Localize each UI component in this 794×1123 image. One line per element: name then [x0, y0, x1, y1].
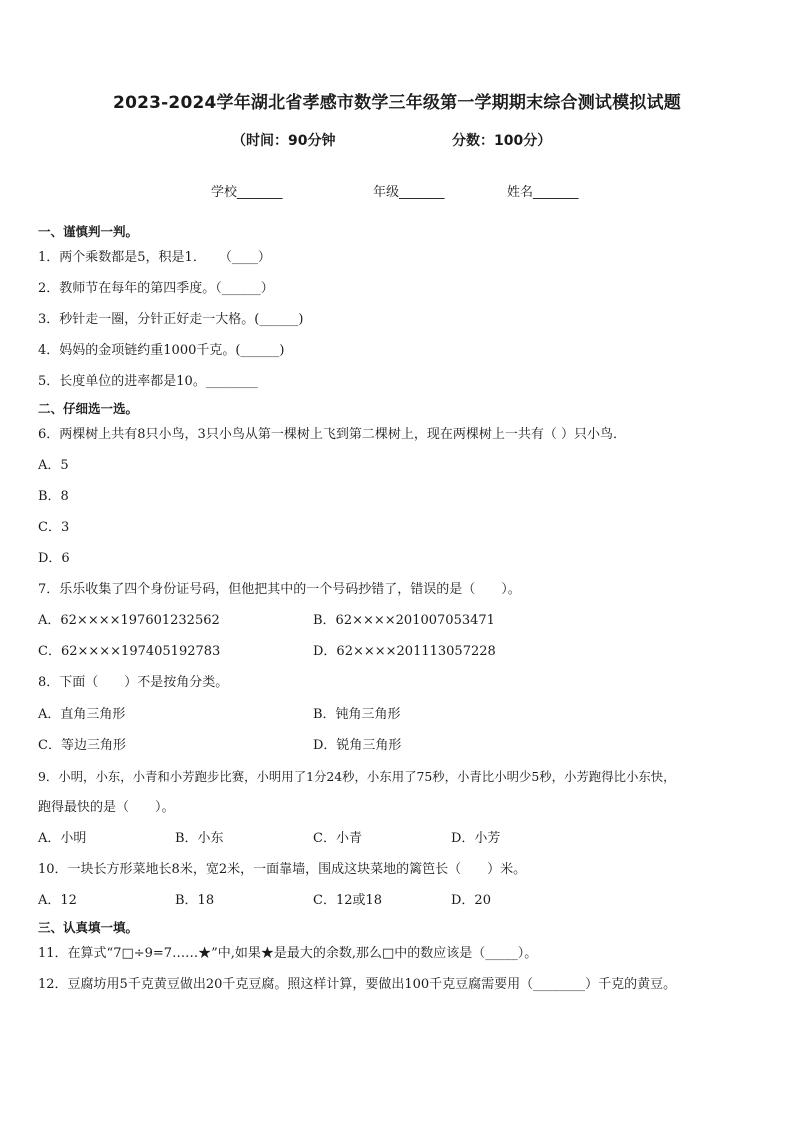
question-11: 11．在算式“7□÷9=7……★”中,如果★是最大的余数,那么□中的数应该是（_____）。 — [38, 946, 538, 961]
question-3: 3．秒针走一圈，分针正好走一大格。(______) — [38, 312, 304, 327]
question-10-option-d: D．20 — [451, 893, 491, 908]
exam-subtitle — [0, 130, 794, 150]
exam-title: 2023-2024学年湖北省孝感市数学三年级第一学期期末综合测试模拟试题 — [113, 93, 681, 113]
section-heading-3: 三、认真填一填。 — [38, 920, 139, 935]
question-6: 6．两棵树上共有8只小鸟，3只小鸟从第一棵树上飞到第二棵树上，现在两棵树上一共有（ ）只小鸟． — [38, 427, 626, 442]
question-9-option-d: D．小芳 — [451, 831, 501, 846]
question-6-option-b: B．8 — [38, 489, 69, 504]
question-6-option-c: C．3 — [38, 520, 70, 535]
name-field: 姓名_______ — [507, 185, 579, 200]
student-info — [0, 181, 794, 201]
question-8-option-d: D．锐角三角形 — [313, 738, 402, 753]
question-7-option-c: C．62××××197405192783 — [38, 644, 221, 659]
question-7: 7．乐乐收集了四个身份证号码，但他把其中的一个号码抄错了，错误的是（ ）。 — [38, 582, 521, 597]
question-2: 2．教师节在每年的第四季度。（______） — [38, 281, 274, 296]
question-5: 5．长度单位的进率都是10。________ — [38, 374, 258, 389]
question-10-option-a: A．12 — [38, 893, 77, 908]
question-4: 4．妈妈的金项链约重1000千克。(______) — [38, 343, 285, 358]
question-9-line-2: 跑得最快的是（ ）。 — [38, 800, 175, 815]
question-10-option-b: B．18 — [175, 893, 215, 908]
question-1: 1．两个乘数都是5，积是1． （____） — [38, 250, 271, 265]
question-7-option-a: A．62××××197601232562 — [38, 613, 220, 628]
question-9-option-b: B．小东 — [175, 831, 224, 846]
exam-time: （时间：90分钟 — [232, 133, 336, 149]
question-8-option-c: C．等边三角形 — [38, 738, 126, 753]
question-8-option-b: B．钝角三角形 — [313, 707, 401, 722]
question-8-option-a: A．直角三角形 — [38, 707, 126, 722]
question-6-option-d: D．6 — [38, 551, 70, 566]
section-heading-2: 二、仔细选一选。 — [38, 401, 139, 416]
question-10-option-c: C．12或18 — [313, 893, 383, 908]
exam-score: 分数：100分） — [452, 133, 552, 149]
section-heading-1: 一、谨慎判一判。 — [38, 224, 139, 239]
question-9-option-c: C．小青 — [313, 831, 362, 846]
school-field: 学校_______ — [211, 185, 283, 200]
question-9-line-1: 9．小明，小东，小青和小芳跑步比赛，小明用了1分24秒，小东用了75秒，小青比小明少5秒，小芳跑得比小东快， — [38, 769, 676, 784]
question-10: 10．一块长方形菜地长8米，宽2米，一面靠墙，围成这块菜地的篱笆长（ ）米。 — [38, 862, 527, 877]
question-12: 12．豆腐坊用5千克黄豆做出20千克豆腐。照这样计算，要做出100千克豆腐需要用（________）千克的黄豆。 — [38, 977, 677, 992]
question-7-option-b: B．62××××201007053471 — [313, 613, 495, 628]
question-8: 8．下面（ ）不是按角分类。 — [38, 675, 229, 690]
question-6-option-a: A．5 — [38, 458, 69, 473]
question-7-option-d: D．62××××201113057228 — [313, 644, 496, 659]
question-9-option-a: A．小明 — [38, 831, 87, 846]
grade-field: 年级_______ — [373, 185, 445, 200]
